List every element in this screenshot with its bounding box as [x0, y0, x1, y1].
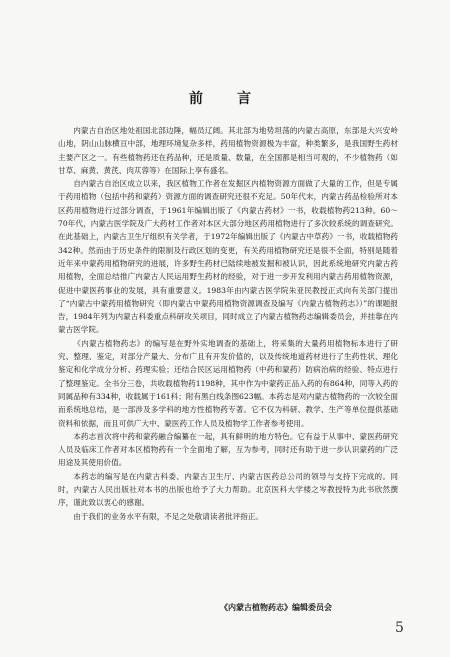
- paragraph: 自内蒙古自治区成立以来，我区植物工作者在发掘区内植物资源方面做了大量的工作，但是专属于药用植物（包括中药和蒙药）资源方面的调查研究还很不充足。50年代末，内蒙古药品检验所对本区药用植物进行过部分调查，于1961年编辑出版了《内蒙古药材》一书，收载植物药213种。60～70年代，内蒙古医学院及广大药材工作者对本区大部分地区药用植物进行了多次较系统的调查研究。在此基础上，内蒙古卫生厅组织有关学者，于1972年编辑出版了《内蒙古中草药》一书，收载植物药342种。然而由于历史条件的限制及行政区划的变更，有关药用植物研究还是很不全面，特别是随着近年来中蒙药用植物研究的进展，许多野生药材已陆续地被发掘和被认识，因此系统地研究内蒙古药用植物，全面总结推广内蒙古人民运用野生药材的经验，对于进一步开发利用内蒙古药用植物资源，促进中蒙医药事业的发展，具有重要意义。1983年由内蒙古医学院朱亚民教授正式向有关部门提出了“内蒙古中蒙药用植物研究（即内蒙古中蒙药用植物资源调查及编写《内蒙古植物药志》）”的课题报告，1984年列为内蒙古科委重点科研攻关项目，同时成立了内蒙古植物药志编辑委员会，并挂靠在内蒙古医学院。: [58, 179, 398, 335]
- preface-body: [58, 124, 398, 523]
- page-number: 5: [395, 620, 404, 636]
- paragraph: 由于我们的业务水平有限，不足之处敬请读者批评指正。: [73, 511, 264, 521]
- paragraph: 本药志的编写是在内蒙古科委、内蒙古卫生厅、内蒙古医药总公司的领导与支持下完成的。同时，内蒙古人民出版社对本书的出版也给予了大力帮助。北京医科大学楼之岑教授特为此书欣然撰序，谨此致以衷心的感谢。: [58, 471, 398, 508]
- paragraph: 《内蒙古植物药志》的编写是在野外实地调查的基础上，将采集的大量药用植物标本进行了研究、整理、鉴定，对部分产量大、分布广且有开发价值的，以及传统地道药材进行了生药性状、理化鉴定和化学成分分析、药理实验；还结合民区运用植物药（中药和蒙药）防病治病的经验、特点进行了整理鉴定。全书分三卷，共收载植物药1198种，其中作为中蒙药正品入药的有864种，同等入药的同属品种有334种，收载属于161科；附有黑白线条图623幅。本药志是对内蒙古植物药的一次较全面而系统地总结，是一部涉及多学科的地方性植物药专著。它不仅为科研、教学、生产等单位提供基础资料和依据，而且可供广大中、蒙医药工作人员及植物学工作者参考使用。: [58, 338, 398, 428]
- paragraph: 内蒙古自治区地处祖国北部边陲，幅员辽阔。其北部为地势坦荡的内蒙古高原，东部是大兴安岭山地，阴山山脉横亘中部，地理环境复杂多样，药用植物资源极为丰富，种类繁多，是我国野生药材主要产区之一。有些植物药还在药品种，还是质量、数量，在全国都是相当可观的，不少植物药（如甘草、麻黄、黄芪、肉苁蓉等）在国际上享有盛名。: [58, 126, 398, 175]
- paragraph: 本药志首次将中药和蒙药融合编纂在一起，具有鲜明的地方特色。它有益于从事中、蒙医药研究人员及临床工作者对本区植物药有一个全面地了解，互为参考，同时还有助于进一步认识蒙药的广泛用途及其使用价值。: [58, 431, 398, 468]
- editorial-committee-signature: 《内蒙古植物药志》编辑委员会: [220, 602, 332, 612]
- preface-title: 前 言: [189, 91, 261, 107]
